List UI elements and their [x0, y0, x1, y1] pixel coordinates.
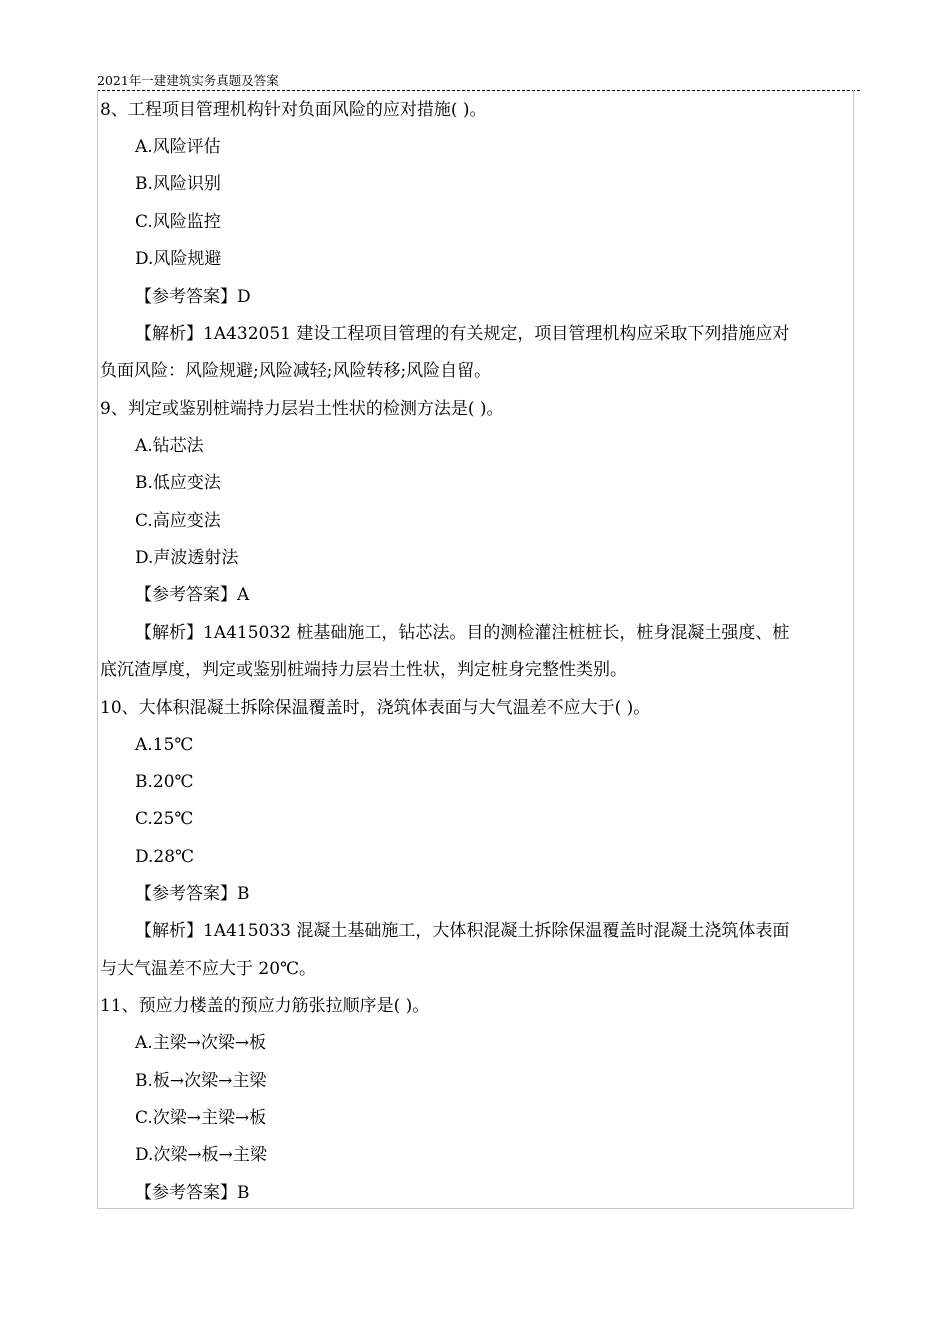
reference-answer: 【参考答案】B — [135, 884, 250, 905]
question-9 — [100, 391, 852, 690]
option-c: C.风险监控 — [135, 211, 221, 232]
option-d: D.声波透射法 — [135, 547, 239, 568]
explanation-line-1: 【解析】1A415032 桩基础施工，钻芯法。目的测检灌注桩桩长，桩身混凝土强度、桩 — [135, 622, 790, 643]
option-c: C.25℃ — [135, 809, 194, 830]
explanation — [100, 913, 852, 988]
explanation-line-2: 底沉渣厚度，判定或鉴别桩端持力层岩土性状，判定桩身完整性类别。 — [100, 660, 627, 681]
explanation-line-1: 【解析】1A415033 混凝土基础施工，大体积混凝土拆除保温覆盖时混凝土浇筑体表面 — [135, 921, 790, 942]
question-11 — [100, 988, 852, 1212]
option-a: A.主梁→次梁→板 — [135, 1033, 267, 1054]
option-a: A.风险评估 — [135, 137, 221, 157]
explanation-line-2: 与大气温差不应大于 20℃。 — [100, 958, 317, 979]
header-title: 2021年一建建筑实务真题及答案 — [97, 73, 279, 88]
explanation — [100, 316, 852, 391]
page-header — [97, 72, 860, 91]
option-c: C.高应变法 — [135, 510, 221, 531]
question-8 — [100, 92, 852, 391]
explanation — [100, 615, 852, 690]
reference-answer: 【参考答案】A — [135, 585, 250, 606]
option-b: B.低应变法 — [135, 473, 221, 494]
reference-answer: 【参考答案】D — [135, 286, 251, 307]
reference-answer: 【参考答案】B — [135, 1182, 250, 1203]
option-d: D.28℃ — [135, 846, 195, 867]
option-a: A.15℃ — [135, 734, 194, 755]
option-b: B.风险识别 — [135, 174, 221, 195]
explanation-line-2: 负面风险：风险规避;风险减轻;风险转移;风险自留。 — [100, 361, 492, 382]
question-stem: 8、工程项目管理机构针对负面风险的应对措施( )。 — [100, 100, 487, 120]
option-d: D.次梁→板→主梁 — [135, 1145, 267, 1166]
option-b: B.板→次梁→主梁 — [135, 1070, 267, 1091]
option-b: B.20℃ — [135, 771, 194, 792]
explanation-line-1: 【解析】1A432051 建设工程项目管理的有关规定，项目管理机构应采取下列措施应对 — [135, 323, 790, 344]
question-list — [100, 92, 852, 1212]
question-10 — [100, 690, 852, 989]
question-stem: 11、预应力楼盖的预应力筋张拉顺序是( )。 — [100, 996, 430, 1017]
option-c: C.次梁→主梁→板 — [135, 1108, 267, 1129]
question-stem: 10、大体积混凝土拆除保温覆盖时，浇筑体表面与大气温差不应大于( )。 — [100, 697, 651, 718]
option-a: A.钻芯法 — [135, 435, 204, 456]
option-d: D.风险规避 — [135, 249, 222, 270]
question-stem: 9、判定或鉴别桩端持力层岩土性状的检测方法是( )。 — [100, 398, 504, 419]
